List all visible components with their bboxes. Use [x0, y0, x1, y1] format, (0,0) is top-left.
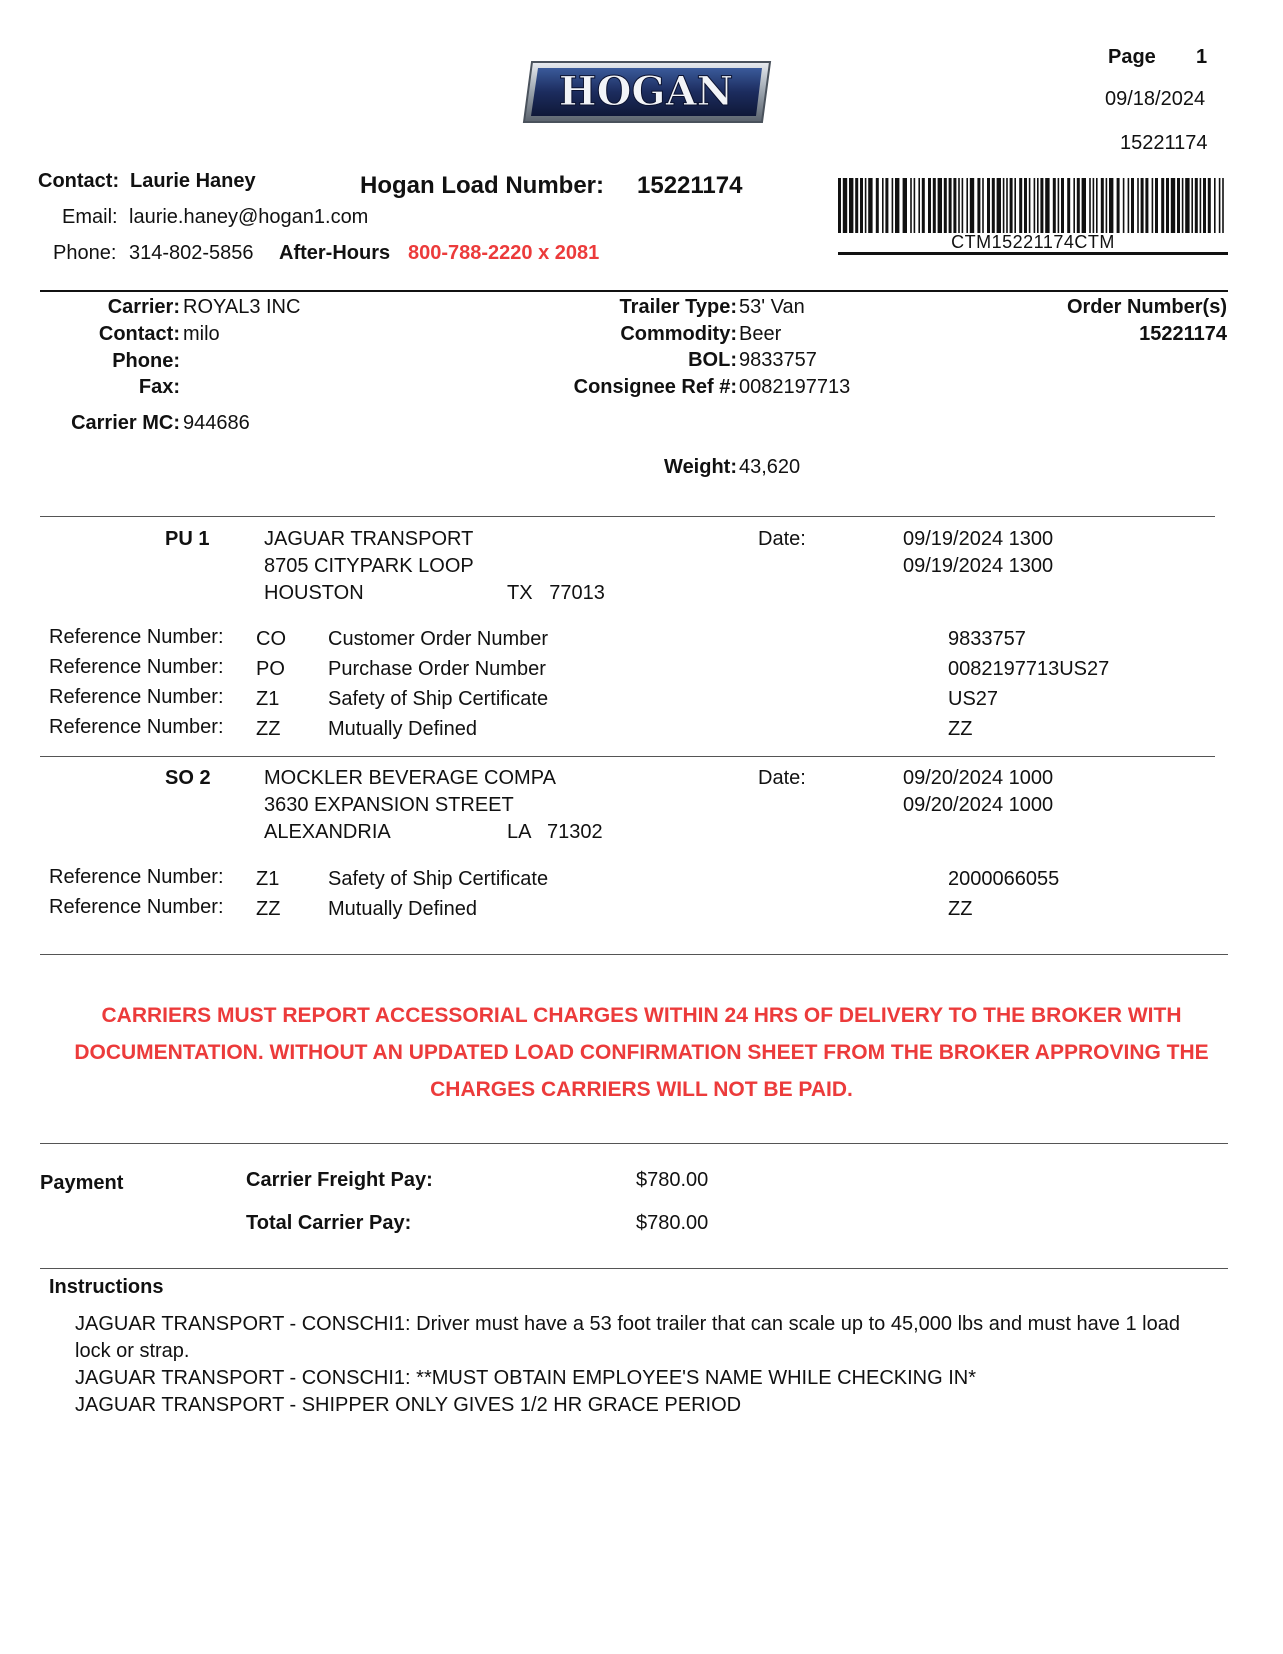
- load-number-top: 15221174: [1120, 132, 1208, 154]
- email-link[interactable]: laurie.haney@hogan1.com: [129, 206, 369, 228]
- reference-value: US27: [948, 688, 999, 710]
- instruction-line-1: JAGUAR TRANSPORT - CONSCHI1: Driver must have a 53 foot trailer that can scale up to 45,000 lbs and must have 1 load lock or strap.: [75, 1313, 1180, 1362]
- reference-value: 0082197713US27: [948, 658, 1110, 680]
- reference-desc: Safety of Ship Certificate: [328, 868, 549, 890]
- reference-code: ZZ: [256, 718, 281, 740]
- reference-label: Reference Number:: [49, 866, 224, 888]
- stop-date-1: 09/19/2024 1300: [903, 528, 1054, 550]
- stop-state-zip: TX 77013: [507, 582, 605, 604]
- load-number-label: Hogan Load Number:: [360, 172, 604, 199]
- stop-address: 3630 EXPANSION STREET: [264, 794, 514, 816]
- bol-label: BOL:: [688, 349, 737, 371]
- section-divider-2: [40, 756, 1215, 757]
- stop-date-2: 09/19/2024 1300: [903, 555, 1054, 577]
- after-hours-phone: 800-788-2220 x 2081: [408, 242, 600, 264]
- reference-value: 9833757: [948, 628, 1026, 650]
- reference-code: ZZ: [256, 898, 281, 920]
- barcode: [838, 178, 1228, 233]
- reference-desc: Mutually Defined: [328, 898, 477, 920]
- section-divider-4: [40, 1143, 1228, 1144]
- carrier-contact: milo: [183, 323, 220, 345]
- instruction-line-3: JAGUAR TRANSPORT - SHIPPER ONLY GIVES 1/2 HR GRACE PERIOD: [75, 1394, 742, 1416]
- reference-value: 2000066055: [948, 868, 1060, 890]
- commodity-label: Commodity:: [620, 323, 737, 345]
- weight: 43,620: [739, 456, 801, 478]
- load-number: 15221174: [637, 172, 743, 199]
- page-number: 1: [1196, 46, 1208, 68]
- reference-desc: Safety of Ship Certificate: [328, 688, 549, 710]
- reference-desc: Mutually Defined: [328, 718, 477, 740]
- total-pay-value: $780.00: [636, 1212, 709, 1234]
- bol: 9833757: [739, 349, 817, 371]
- reference-label: Reference Number:: [49, 686, 224, 708]
- trailer-type-label: Trailer Type:: [619, 296, 737, 318]
- instructions-heading: Instructions: [49, 1276, 164, 1298]
- phone-number: 314-802-5856: [129, 242, 254, 264]
- stop-date-label: Date:: [758, 767, 806, 789]
- stop-date-label: Date:: [758, 528, 806, 550]
- order-number: 15221174: [1139, 323, 1227, 345]
- section-divider-5: [40, 1268, 1228, 1269]
- reference-desc: Purchase Order Number: [328, 658, 546, 680]
- freight-pay-value: $780.00: [636, 1169, 709, 1191]
- reference-desc: Customer Order Number: [328, 628, 549, 650]
- hogan-logo: [518, 58, 776, 126]
- reference-code: Z1: [256, 688, 280, 710]
- stop-city: HOUSTON: [264, 582, 364, 604]
- svg-text:HOGAN: HOGAN: [558, 68, 734, 115]
- reference-value: ZZ: [948, 718, 973, 740]
- carrier-name: ROYAL3 INC: [183, 296, 301, 318]
- carrier-phone-label: Phone:: [112, 350, 180, 372]
- weight-label: Weight:: [664, 456, 737, 478]
- phone-label: Phone:: [53, 242, 117, 264]
- payment-section-label: Payment: [40, 1172, 124, 1194]
- carrier-mc: 944686: [183, 412, 250, 434]
- freight-pay-label: Carrier Freight Pay:: [246, 1169, 433, 1191]
- stop-date-1: 09/20/2024 1000: [903, 767, 1054, 789]
- document-date: 09/18/2024: [1105, 88, 1206, 110]
- carrier-contact-label: Contact:: [98, 323, 180, 345]
- reference-code: Z1: [256, 868, 280, 890]
- stop-name: JAGUAR TRANSPORT: [264, 528, 474, 550]
- carrier-fax-label: Fax:: [138, 376, 180, 398]
- reference-label: Reference Number:: [49, 896, 224, 918]
- trailer-type: 53' Van: [739, 296, 805, 318]
- barcode-underline: [838, 252, 1228, 255]
- header-divider: [40, 290, 1228, 292]
- stop-code: SO 2: [165, 767, 211, 789]
- after-hours-label: After-Hours: [279, 242, 391, 264]
- accessorial-notice-line-2: DOCUMENTATION. WITHOUT AN UPDATED LOAD CONFIRMATION SHEET FROM THE BROKER APPROVING THE: [74, 1041, 1209, 1064]
- total-pay-label: Total Carrier Pay:: [246, 1212, 412, 1234]
- commodity: Beer: [739, 323, 782, 345]
- stop-state-zip: LA 71302: [507, 821, 603, 843]
- carrier-mc-label: Carrier MC:: [71, 412, 180, 434]
- section-divider-3: [40, 954, 1228, 955]
- reference-code: CO: [256, 628, 286, 650]
- reference-value: ZZ: [948, 898, 973, 920]
- consignee-ref-label: Consignee Ref #:: [573, 376, 737, 398]
- stop-code: PU 1: [165, 528, 210, 550]
- email-label: Email:: [62, 206, 118, 228]
- reference-label: Reference Number:: [49, 656, 224, 678]
- order-numbers-label: Order Number(s): [1066, 296, 1227, 318]
- reference-label: Reference Number:: [49, 716, 224, 738]
- stop-name: MOCKLER BEVERAGE COMPA: [264, 767, 556, 789]
- stop-address: 8705 CITYPARK LOOP: [264, 555, 474, 577]
- contact-name: Laurie Haney: [130, 170, 256, 192]
- accessorial-notice-line-1: CARRIERS MUST REPORT ACCESSORIAL CHARGES WITHIN 24 HRS OF DELIVERY TO THE BROKER WITH: [101, 1004, 1182, 1027]
- reference-code: PO: [256, 658, 285, 680]
- page-label: Page: [1108, 46, 1156, 68]
- barcode-text: CTM15221174CTM: [951, 232, 1115, 252]
- stop-date-2: 09/20/2024 1000: [903, 794, 1054, 816]
- consignee-ref: 0082197713: [739, 376, 851, 398]
- accessorial-notice-line-3: CHARGES CARRIERS WILL NOT BE PAID.: [430, 1078, 853, 1101]
- reference-label: Reference Number:: [49, 626, 224, 648]
- contact-label: Contact:: [38, 170, 120, 192]
- carrier-label: Carrier:: [107, 296, 180, 318]
- instruction-line-2: JAGUAR TRANSPORT - CONSCHI1: **MUST OBTAIN EMPLOYEE'S NAME WHILE CHECKING IN*: [75, 1367, 977, 1389]
- section-divider-1: [40, 516, 1215, 517]
- stop-city: ALEXANDRIA: [264, 821, 391, 843]
